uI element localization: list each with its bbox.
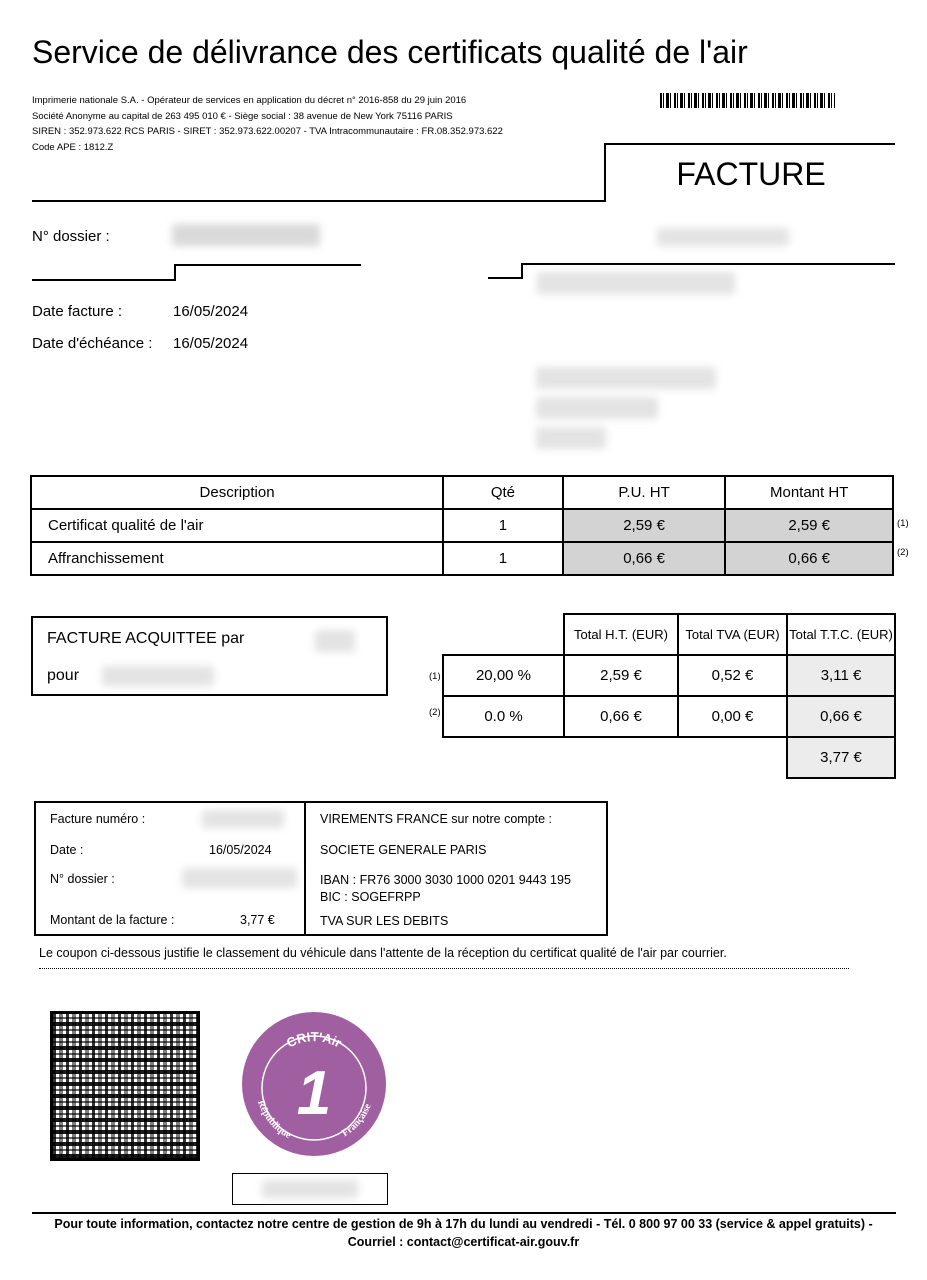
bank-name: SOCIETE GENERALE PARIS [320, 843, 487, 857]
total-ht: 2,59 € [564, 655, 678, 696]
sticker-left-text: République [255, 1098, 293, 1142]
totals-table [442, 613, 896, 779]
divider [174, 264, 361, 266]
facture-numero-label: Facture numéro : [50, 812, 146, 826]
total-ht: 0,66 € [564, 696, 678, 737]
total-tva: 0,52 € [678, 655, 787, 696]
redacted-client-name [537, 272, 735, 294]
redacted-address [536, 367, 716, 389]
total-ttc: 3,11 € [787, 655, 895, 696]
coupon-text: Le coupon ci-dessous justifie le classement du véhicule dans l'attente de la réception du certificat qualité de l'air par courrier. [39, 946, 727, 960]
redacted-payer [315, 630, 355, 652]
item-pu: 2,59 € [563, 509, 726, 542]
redacted-plate [262, 1180, 358, 1198]
table-row [31, 542, 893, 575]
redacted-address [536, 397, 658, 419]
date-echeance-label: Date d'échéance : [32, 335, 153, 352]
column-header: Qté [443, 476, 563, 509]
total-ttc: 0,66 € [787, 696, 895, 737]
divider [174, 264, 176, 281]
montant-value: 3,77 € [240, 913, 275, 927]
page-title: Service de délivrance des certificats qualité de l'air [32, 34, 748, 70]
legal-info [32, 93, 503, 155]
payment-date-label: Date : [50, 843, 84, 857]
legal-line: Code APE : 1812.Z [32, 141, 114, 153]
bic: BIC : SOGEFRPP [320, 890, 421, 904]
legal-line: SIREN : 352.973.622 RCS PARIS - SIRET : 352.973.622.00207 - TVA Intracommunautaire : FR.08.352.973.622 [32, 126, 503, 137]
tva-note: TVA SUR LES DEBITS [320, 914, 449, 928]
footnote-marker: (2) [429, 707, 441, 718]
redacted-payment-dossier [182, 868, 297, 888]
item-pu: 0,66 € [563, 542, 726, 575]
divider [32, 279, 176, 281]
divider [521, 263, 895, 265]
redacted-address [536, 427, 606, 449]
table-row [443, 655, 895, 696]
date-echeance-value: 16/05/2024 [173, 335, 249, 352]
footer-email: Courriel : contact@certificat-air.gouv.fr [347, 1235, 580, 1249]
grand-total: 3,77 € [787, 737, 895, 778]
redacted-purpose [102, 666, 214, 686]
redacted-client-id [657, 228, 789, 246]
footnote-marker: (1) [429, 671, 441, 682]
barcode [660, 93, 835, 108]
montant-label: Montant de la facture : [50, 913, 175, 927]
divider [604, 143, 895, 145]
tva-rate: 20,00 % [443, 655, 564, 696]
acquittee-text: FACTURE ACQUITTEE par [47, 630, 245, 647]
item-montant: 0,66 € [725, 542, 893, 575]
acquittee-pour: pour [47, 667, 80, 684]
critair-sticker [240, 1010, 388, 1158]
items-table [30, 475, 894, 576]
divider [32, 1212, 896, 1214]
divider [304, 801, 306, 936]
item-description: Certificat qualité de l'air [31, 509, 443, 542]
table-header-row [443, 614, 895, 655]
dossier-label: N° dossier : [32, 228, 110, 245]
sticker-right-text: Française [340, 1102, 374, 1140]
virements-label: VIREMENTS FRANCE sur notre compte : [320, 812, 553, 826]
column-header: Description [31, 476, 443, 509]
payment-date-value: 16/05/2024 [209, 843, 272, 857]
item-qty: 1 [443, 542, 563, 575]
tva-rate: 0.0 % [443, 696, 564, 737]
column-header: Total TVA (EUR) [678, 614, 787, 655]
datamatrix-code [50, 1011, 200, 1161]
divider [32, 200, 606, 202]
divider [604, 143, 606, 202]
table-header-row [31, 476, 893, 509]
item-description: Affranchissement [31, 542, 443, 575]
iban: IBAN : FR76 3000 3030 1000 0201 9443 195 [320, 873, 571, 887]
footnote-marker: (1) [897, 518, 909, 529]
column-header: Montant HT [725, 476, 893, 509]
column-header: Total H.T. (EUR) [564, 614, 678, 655]
item-qty: 1 [443, 509, 563, 542]
sticker-top-text: CRIT'Air [284, 1029, 345, 1051]
sticker-number: 1 [296, 1059, 332, 1128]
document-type: FACTURE [676, 156, 826, 192]
item-montant: 2,59 € [725, 509, 893, 542]
date-facture-label: Date facture : [32, 303, 123, 320]
footnote-marker: (2) [897, 547, 909, 558]
table-row [31, 509, 893, 542]
legal-line: Société Anonyme au capital de 263 495 010 € - Siège social : 38 avenue de New York 75116 PARIS [32, 110, 453, 122]
legal-line: Imprimerie nationale S.A. - Opérateur de services en application du décret n° 2016-858 du 29 juin 2016 [32, 95, 467, 106]
divider [521, 263, 523, 279]
payment-dossier-label: N° dossier : [50, 872, 115, 886]
table-row [443, 737, 895, 778]
total-tva: 0,00 € [678, 696, 787, 737]
cut-line [39, 968, 849, 969]
column-header: P.U. HT [563, 476, 726, 509]
table-row [443, 696, 895, 737]
footer-contact: Pour toute information, contactez notre centre de gestion de 9h à 17h du lundi au vendredi - Tél. 0 800 97 00 33 (service & appel gratuits) - [54, 1217, 873, 1231]
divider [488, 277, 523, 279]
column-header: Total T.T.C. (EUR) [787, 614, 895, 655]
redacted-facture-numero [202, 810, 284, 828]
redacted-dossier [172, 224, 320, 246]
date-facture-value: 16/05/2024 [173, 303, 249, 320]
